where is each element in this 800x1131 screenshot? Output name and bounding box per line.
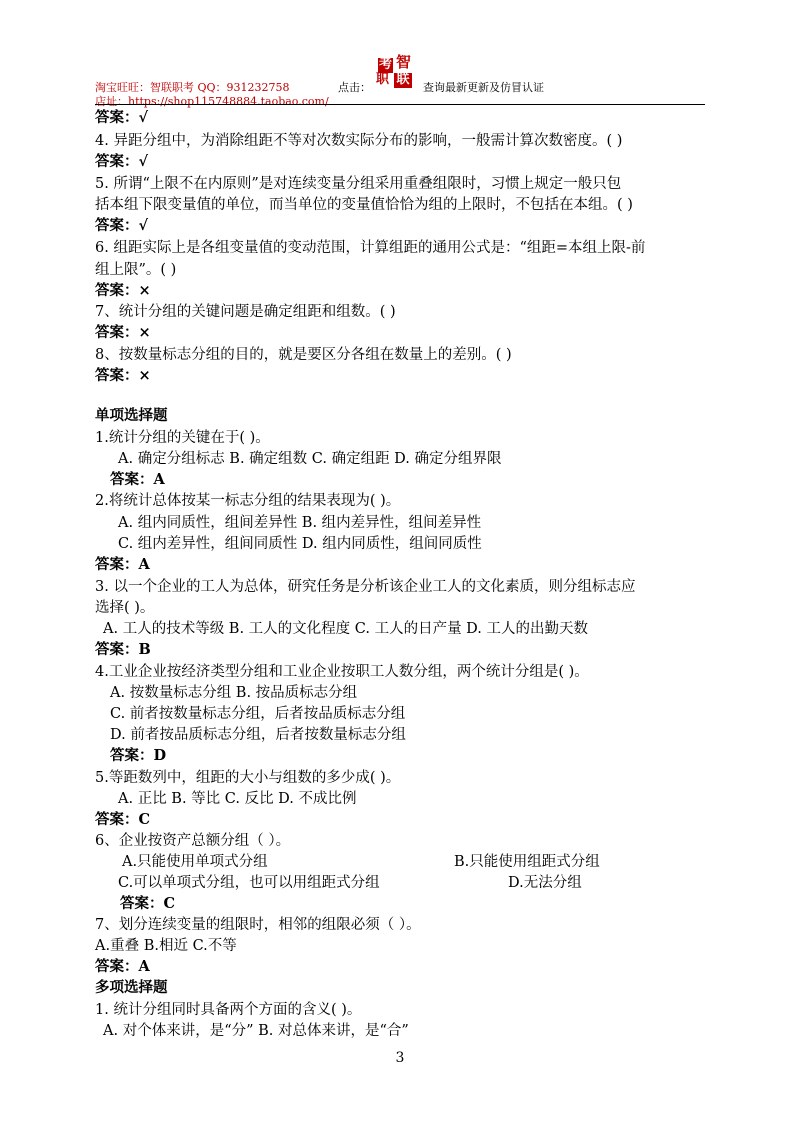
option-line: A. 按数量标志分组 B. 按品质标志分组	[110, 685, 358, 701]
question-line: 2.将统计总体按某一标志分组的结果表现为( )。	[95, 493, 401, 509]
page-number: 3	[395, 1050, 405, 1066]
option-line: D. 前者按品质标志分组，后者按数量标志分组	[110, 727, 406, 743]
option-line: C. 前者按数量标志分组，后者按品质标志分组	[110, 706, 406, 722]
question-line: 7、划分连续变量的组限时，相邻的组限必须（ ）。	[95, 917, 421, 933]
question-line: 1.统计分组的关键在于( )。	[95, 430, 270, 446]
option-line: A. 对个体来讲，是“分” B. 对总体来讲，是“合”	[103, 1023, 409, 1039]
answer-line: 答案：×	[95, 367, 151, 384]
question-line: 5.等距数列中，组距的大小与组数的多少成( )。	[95, 770, 401, 786]
answer-line: 答案：√	[95, 217, 149, 234]
header-verify-link[interactable]: 查询最新更新及仿冒认证	[423, 81, 544, 94]
section-heading: 多项选择题	[95, 979, 168, 996]
header-shop-link[interactable]: 店址：https://shop115748884.taobao.com/	[95, 95, 329, 108]
answer-line: 答案：C	[120, 895, 176, 912]
question-line: 1. 统计分组同时具备两个方面的含义( )。	[95, 1002, 362, 1018]
question-line: 6. 组距实际上是各组变量值的变动范围，计算组距的通用公式是：“组距=本组上限-前	[95, 240, 646, 256]
answer-line: 答案：A	[95, 958, 150, 975]
logo[interactable]	[376, 53, 416, 88]
question-line: 组上限”。( )	[95, 262, 177, 278]
option-line: A. 确定分组标志 B. 确定组数 C. 确定组距 D. 确定分组界限	[118, 451, 502, 467]
logo-char-2: 智	[396, 53, 412, 71]
question-line: 4. 异距分组中，为消除组距不等对次数实际分布的影响，一般需计算次数密度。( )	[95, 133, 623, 149]
header-divider	[95, 104, 705, 105]
question-line: 3. 以一个企业的工人为总体，研究任务是分析该企业工人的文化素质，则分组标志应	[95, 579, 636, 595]
header-taobao: 淘宝旺旺：智联职考 QQ：931232758	[95, 81, 290, 94]
answer-line: 答案：√	[95, 109, 149, 126]
question-line: 选择( )。	[95, 600, 155, 616]
header-click-label: 点击：	[338, 81, 371, 94]
option-line: A. 工人的技术等级 B. 工人的文化程度 C. 工人的日产量 D. 工人的出勤天数	[103, 621, 589, 637]
question-line: 括本组下限变量值的单位，而当单位的变量值恰恰为组的上限时，不包括在本组。( )	[95, 197, 633, 213]
logo-char-3: 职	[376, 72, 390, 87]
option-line: A.只能使用单项式分组	[122, 854, 268, 870]
logo-char-4: 联	[394, 73, 412, 88]
logo-char-1: 考	[378, 57, 392, 72]
answer-line: 答案：×	[95, 282, 151, 299]
answer-line: 答案：B	[95, 641, 151, 658]
answer-line: 答案：√	[95, 153, 149, 170]
option-line: D.无法分组	[508, 875, 582, 891]
question-line: 7、统计分组的关键问题是确定组距和组数。( )	[95, 304, 396, 320]
question-line: 5. 所谓“上限不在内原则”是对连续变量分组采用重叠组限时，习惯上规定一般只包	[95, 176, 622, 192]
question-line: 6、企业按资产总额分组（ ）。	[95, 833, 291, 849]
option-line: C. 组内差异性，组间同质性 D. 组内同质性，组间同质性	[118, 536, 482, 552]
answer-line: 答案：×	[95, 324, 151, 341]
option-line: A. 组内同质性，组间差异性 B. 组内差异性，组间差异性	[118, 515, 482, 531]
answer-line: 答案：D	[110, 747, 167, 764]
section-heading: 单项选择题	[95, 407, 168, 424]
option-line: C.可以单项式分组，也可以用组距式分组	[118, 875, 380, 891]
answer-line: 答案：A	[95, 556, 150, 573]
option-line: B.只能使用组距式分组	[454, 854, 600, 870]
option-line: A. 正比 B. 等比 C. 反比 D. 不成比例	[118, 791, 357, 807]
option-line: A.重叠 B.相近 C.不等	[95, 938, 237, 954]
question-line: 8、按数量标志分组的目的，就是要区分各组在数量上的差别。( )	[95, 347, 512, 363]
question-line: 4.工业企业按经济类型分组和工业企业按职工人数分组，两个统计分组是( )。	[95, 664, 589, 680]
answer-line: 答案：C	[95, 811, 151, 828]
answer-line: 答案：A	[110, 471, 165, 488]
